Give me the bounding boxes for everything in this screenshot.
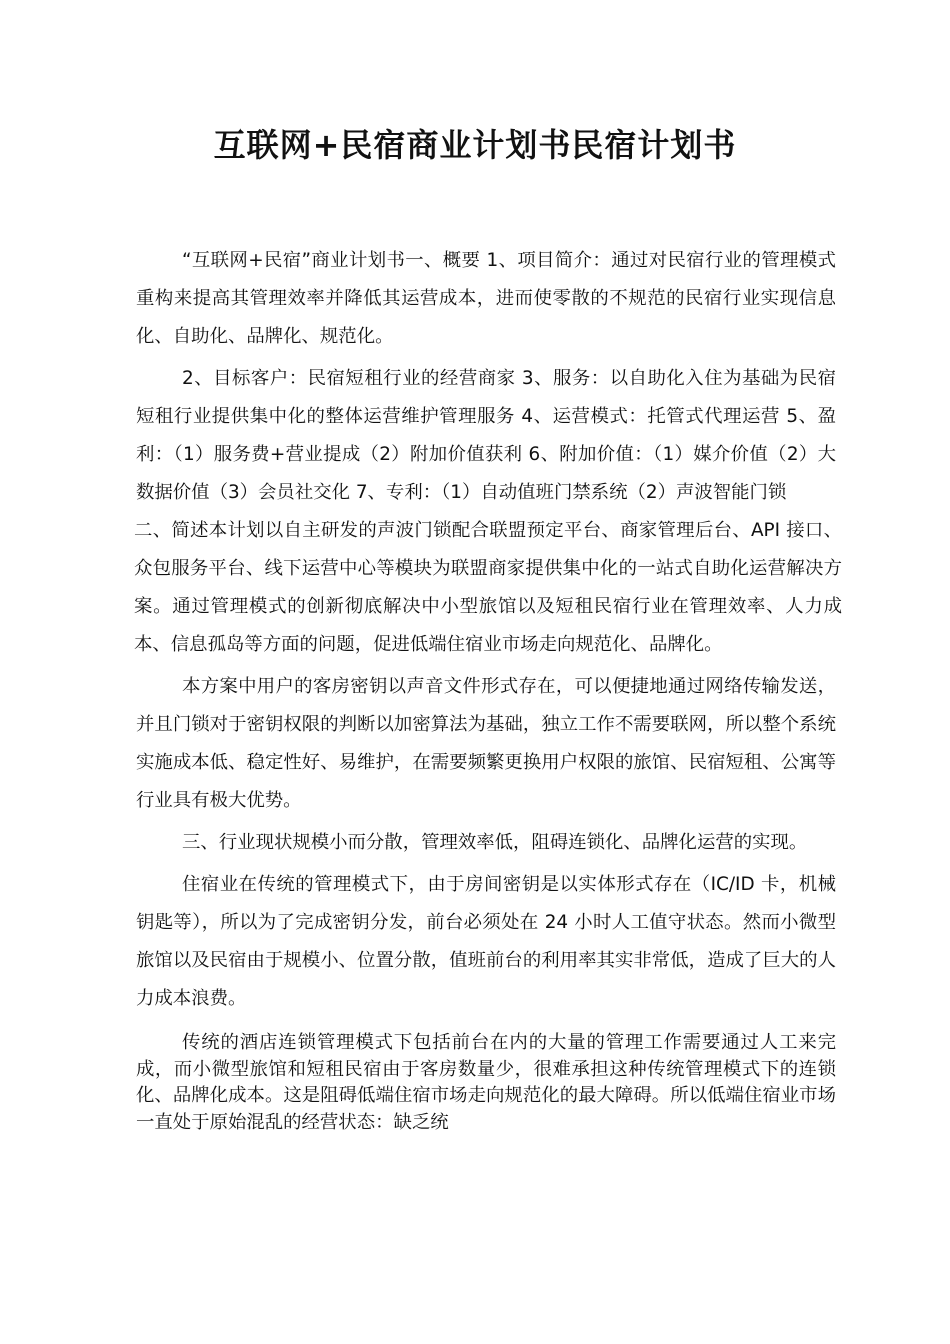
document-title: 互联网+民宿商业计划书民宿计划书 — [213, 126, 737, 164]
paragraph-summary: 二、简述本计划以自主研发的声波门锁配合联盟预定平台、商家管理后台、API 接口、众包服务平台、线下运营中心等模块为联盟商家提供集中化的一站式自助化运营解决方案。通过管理模式的创新彻底解决中小型旅馆以及短租民宿行业在管理效率、人力成本、信息孤岛等方面的问题，促进低端住宿业市场走向规范化、品牌化。 — [134, 520, 842, 655]
paragraph-overview: “互联网+民宿”商业计划书一、概要 1、项目简介：通过对民宿行业的管理模式重构来提高其管理效率并降低其运营成本，进而使零散的不规范的民宿行业实现信息化、自助化、品牌化、规范化。 — [136, 250, 836, 347]
paragraph-traditional-model: 住宿业在传统的管理模式下，由于房间密钥是以实体形式存在（IC/ID 卡，机械钥匙等），所以为了完成密钥分发，前台必须处在 24 小时人工值守状态。然而小微型旅馆以及民宿由于规模小、位置分散，值班前台的利用率其实非常低，造成了巨大的人力成本浪费。 — [136, 874, 836, 1009]
document-body — [134, 242, 842, 1136]
paragraph-industry-status: 三、行业现状规模小而分散，管理效率低，阻碍连锁化、品牌化运营的实现。 — [182, 832, 808, 853]
paragraph-key-solution: 本方案中用户的客房密钥以声音文件形式存在，可以便捷地通过网络传输发送，并且门锁对于密钥权限的判断以加密算法为基础，独立工作不需要联网，所以整个系统实施成本低、稳定性好、易维护，在需要频繁更换用户权限的旅馆、民宿短租、公寓等行业具有极大优势。 — [136, 676, 836, 811]
paragraph-target-customers: 2、目标客户：民宿短租行业的经营商家 3、服务：以自助化入住为基础为民宿短租行业提供集中化的整体运营维护管理服务 4、运营模式：托管式代理运营 5、盈利：（1）服务费+营业提成（2）附加价值获利 6、附加价值：（1）媒介价值（2）大数据价值（3）会员社交化 7、专利：（1）自动值班门禁系统（2）声波智能门锁 — [136, 368, 836, 503]
paragraph-chain-management: 传统的酒店连锁管理模式下包括前台在内的大量的管理工作需要通过人工来完成，而小微型旅馆和短租民宿由于客房数量少，很难承担这种传统管理模式下的连锁化、品牌化成本。这是阻碍低端住宿市场走向规范化的最大障碍。所以低端住宿业市场一直处于原始混乱的经营状态：缺乏统 — [136, 1032, 836, 1133]
